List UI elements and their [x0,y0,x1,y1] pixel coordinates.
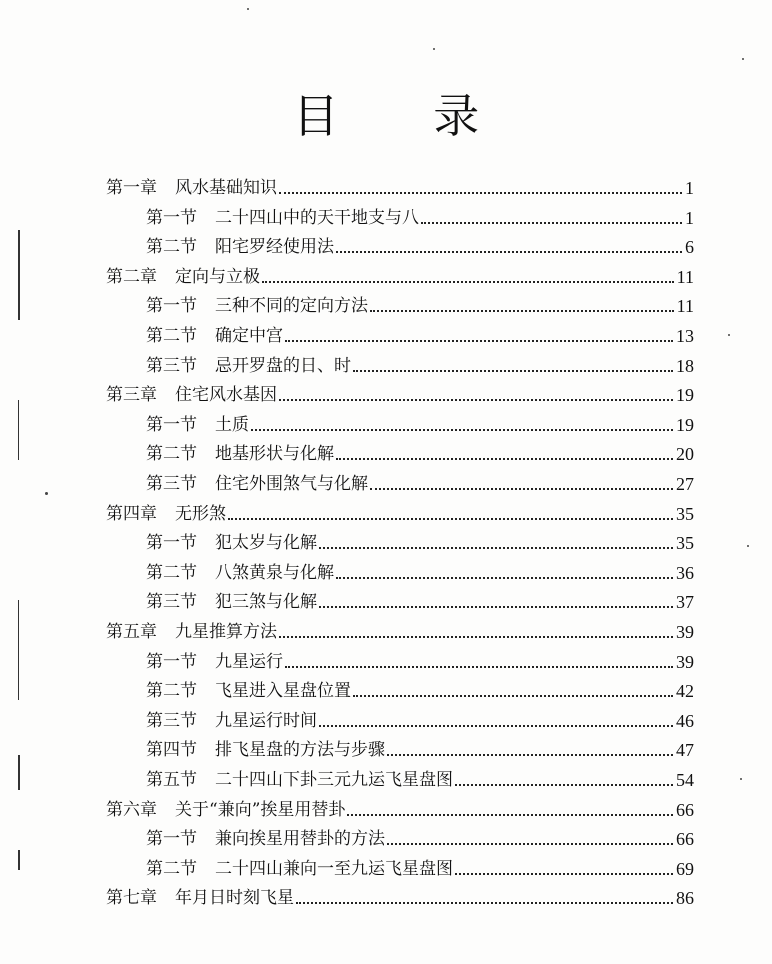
page-number: 36 [676,562,694,583]
section-number: 第一节 [146,829,197,850]
toc-section-row [146,436,694,464]
page-number: 37 [676,592,694,613]
section-title: 土质 [215,414,249,435]
toc-section-row [146,318,694,346]
section-number: 第四节 [146,740,197,761]
toc-section-row [146,200,694,228]
section-number: 第一节 [146,533,197,554]
toc-chapter-row [106,614,694,642]
section-title: 犯三煞与化解 [215,592,317,613]
page-number: 27 [676,474,694,494]
dot-leader [455,783,673,786]
dot-leader [262,280,674,283]
toc-section-row [146,584,694,612]
chapter-title: 关于“兼向”挨星用替卦 [175,799,346,820]
dot-leader [336,576,673,579]
toc-section-row [146,525,694,553]
toc-chapter-row [106,792,694,820]
toc-section-row [146,229,694,257]
page-number: 13 [676,326,694,346]
page-number: 47 [676,740,694,761]
page-number: 35 [676,503,694,524]
section-number: 第二节 [146,237,197,258]
toc-section-row [146,851,694,879]
chapter-number: 第一章 [106,178,157,198]
scan-edge-mark [18,600,19,700]
page-number: 1 [685,207,694,228]
section-number: 第二节 [146,681,197,702]
chapter-title: 年月日时刻飞星 [175,888,294,909]
section-number: 第二节 [146,326,197,346]
dot-leader [285,665,673,668]
page-number: 19 [676,385,694,406]
page-number: 11 [676,296,694,317]
scan-edge-mark [18,400,19,460]
toc-title: 目 录 [292,89,520,143]
page-number: 66 [676,829,694,850]
scan-edge-mark [18,850,20,870]
dot-leader [296,901,673,904]
toc-chapter-row [106,880,694,908]
dot-leader [387,753,673,756]
section-title: 三种不同的定向方法 [215,296,368,317]
chapter-title: 定向与立极 [175,266,260,287]
scan-speck [742,58,744,60]
chapter-title: 风水基础知识 [175,178,277,198]
toc-section-row [146,348,694,376]
toc-section-row [146,407,694,435]
section-number: 第二节 [146,444,197,465]
toc-section-row [146,466,694,494]
toc-section-row [146,644,694,672]
dot-leader [387,842,673,845]
section-number: 第三节 [146,355,197,376]
section-number: 第三节 [146,474,197,494]
section-title: 八煞黄泉与化解 [215,562,334,583]
scan-speck [740,778,742,780]
chapter-number: 第四章 [106,503,157,524]
dot-leader [319,724,673,727]
section-number: 第一节 [146,207,197,228]
dot-leader [353,369,673,372]
toc-chapter-row [106,496,694,524]
page-number: 6 [685,237,694,258]
scan-speck [433,48,435,50]
page-number: 39 [676,651,694,672]
section-number: 第一节 [146,296,197,317]
section-title: 忌开罗盘的日、时 [215,355,351,376]
toc-section-row [146,821,694,849]
scan-edge-mark [18,230,20,320]
section-title: 二十四山下卦三元九运飞星盘图 [215,770,453,790]
page-number: 66 [676,799,694,820]
section-number: 第一节 [146,651,197,672]
page-number: 46 [676,710,694,731]
toc-chapter-row [106,377,694,405]
section-title: 二十四山中的天干地支与八 [215,207,419,228]
page-number: 1 [685,178,694,198]
chapter-number: 第五章 [106,622,157,642]
page-number: 69 [676,858,694,879]
scan-speck [747,545,749,547]
dot-leader [336,250,682,253]
section-title: 阳宅罗经使用法 [215,237,334,258]
dot-leader [455,872,673,875]
dot-leader [370,309,674,312]
dot-leader [285,339,673,342]
chapter-title: 住宅风水基因 [175,385,277,406]
page-number: 20 [676,444,694,465]
scan-speck [728,334,730,336]
dot-leader [421,221,682,224]
section-number: 第三节 [146,710,197,731]
section-title: 地基形状与化解 [215,444,334,465]
toc-section-row [146,555,694,583]
page-number: 35 [676,533,694,554]
toc-section-row [146,673,694,701]
dot-leader [370,487,673,490]
section-title: 犯太岁与化解 [215,533,317,554]
dot-leader [279,398,673,401]
page-number: 86 [676,888,694,909]
section-title: 飞星进入星盘位置 [215,681,351,702]
dot-leader [279,635,673,638]
chapter-title: 九星推算方法 [175,622,277,642]
dot-leader [228,517,673,520]
toc-section-row [146,703,694,731]
page-number: 11 [676,266,694,287]
page-number: 39 [676,622,694,642]
dot-leader [279,191,682,194]
dot-leader [336,457,673,460]
chapter-number: 第三章 [106,385,157,406]
section-title: 确定中宫 [215,326,283,346]
page-number: 42 [676,681,694,702]
page-number: 19 [676,414,694,435]
dot-leader [251,428,673,431]
toc-section-row [146,732,694,760]
page-number: 18 [676,355,694,376]
section-title: 兼向挨星用替卦的方法 [215,829,385,850]
dot-leader [319,546,673,549]
scan-speck [45,492,48,495]
section-title: 二十四山兼向一至九运飞星盘图 [215,858,453,879]
toc-section-row [146,762,694,790]
scan-edge-mark [18,755,20,790]
section-number: 第五节 [146,770,197,790]
dot-leader [319,605,673,608]
section-number: 第二节 [146,858,197,879]
section-number: 第一节 [146,414,197,435]
toc-chapter-row [106,170,694,198]
section-title: 九星运行时间 [215,710,317,731]
section-number: 第二节 [146,562,197,583]
dot-leader [347,813,673,816]
page-number: 54 [676,770,694,790]
dot-leader [353,694,673,697]
section-title: 排飞星盘的方法与步骤 [215,740,385,761]
chapter-title: 无形煞 [175,503,226,524]
chapter-number: 第七章 [106,888,157,909]
toc-section-row [146,288,694,316]
scan-speck [247,8,249,10]
section-title: 住宅外围煞气与化解 [215,474,368,494]
chapter-number: 第二章 [106,266,157,287]
chapter-number: 第六章 [106,799,157,820]
section-title: 九星运行 [215,651,283,672]
toc-chapter-row [106,259,694,287]
section-number: 第三节 [146,592,197,613]
